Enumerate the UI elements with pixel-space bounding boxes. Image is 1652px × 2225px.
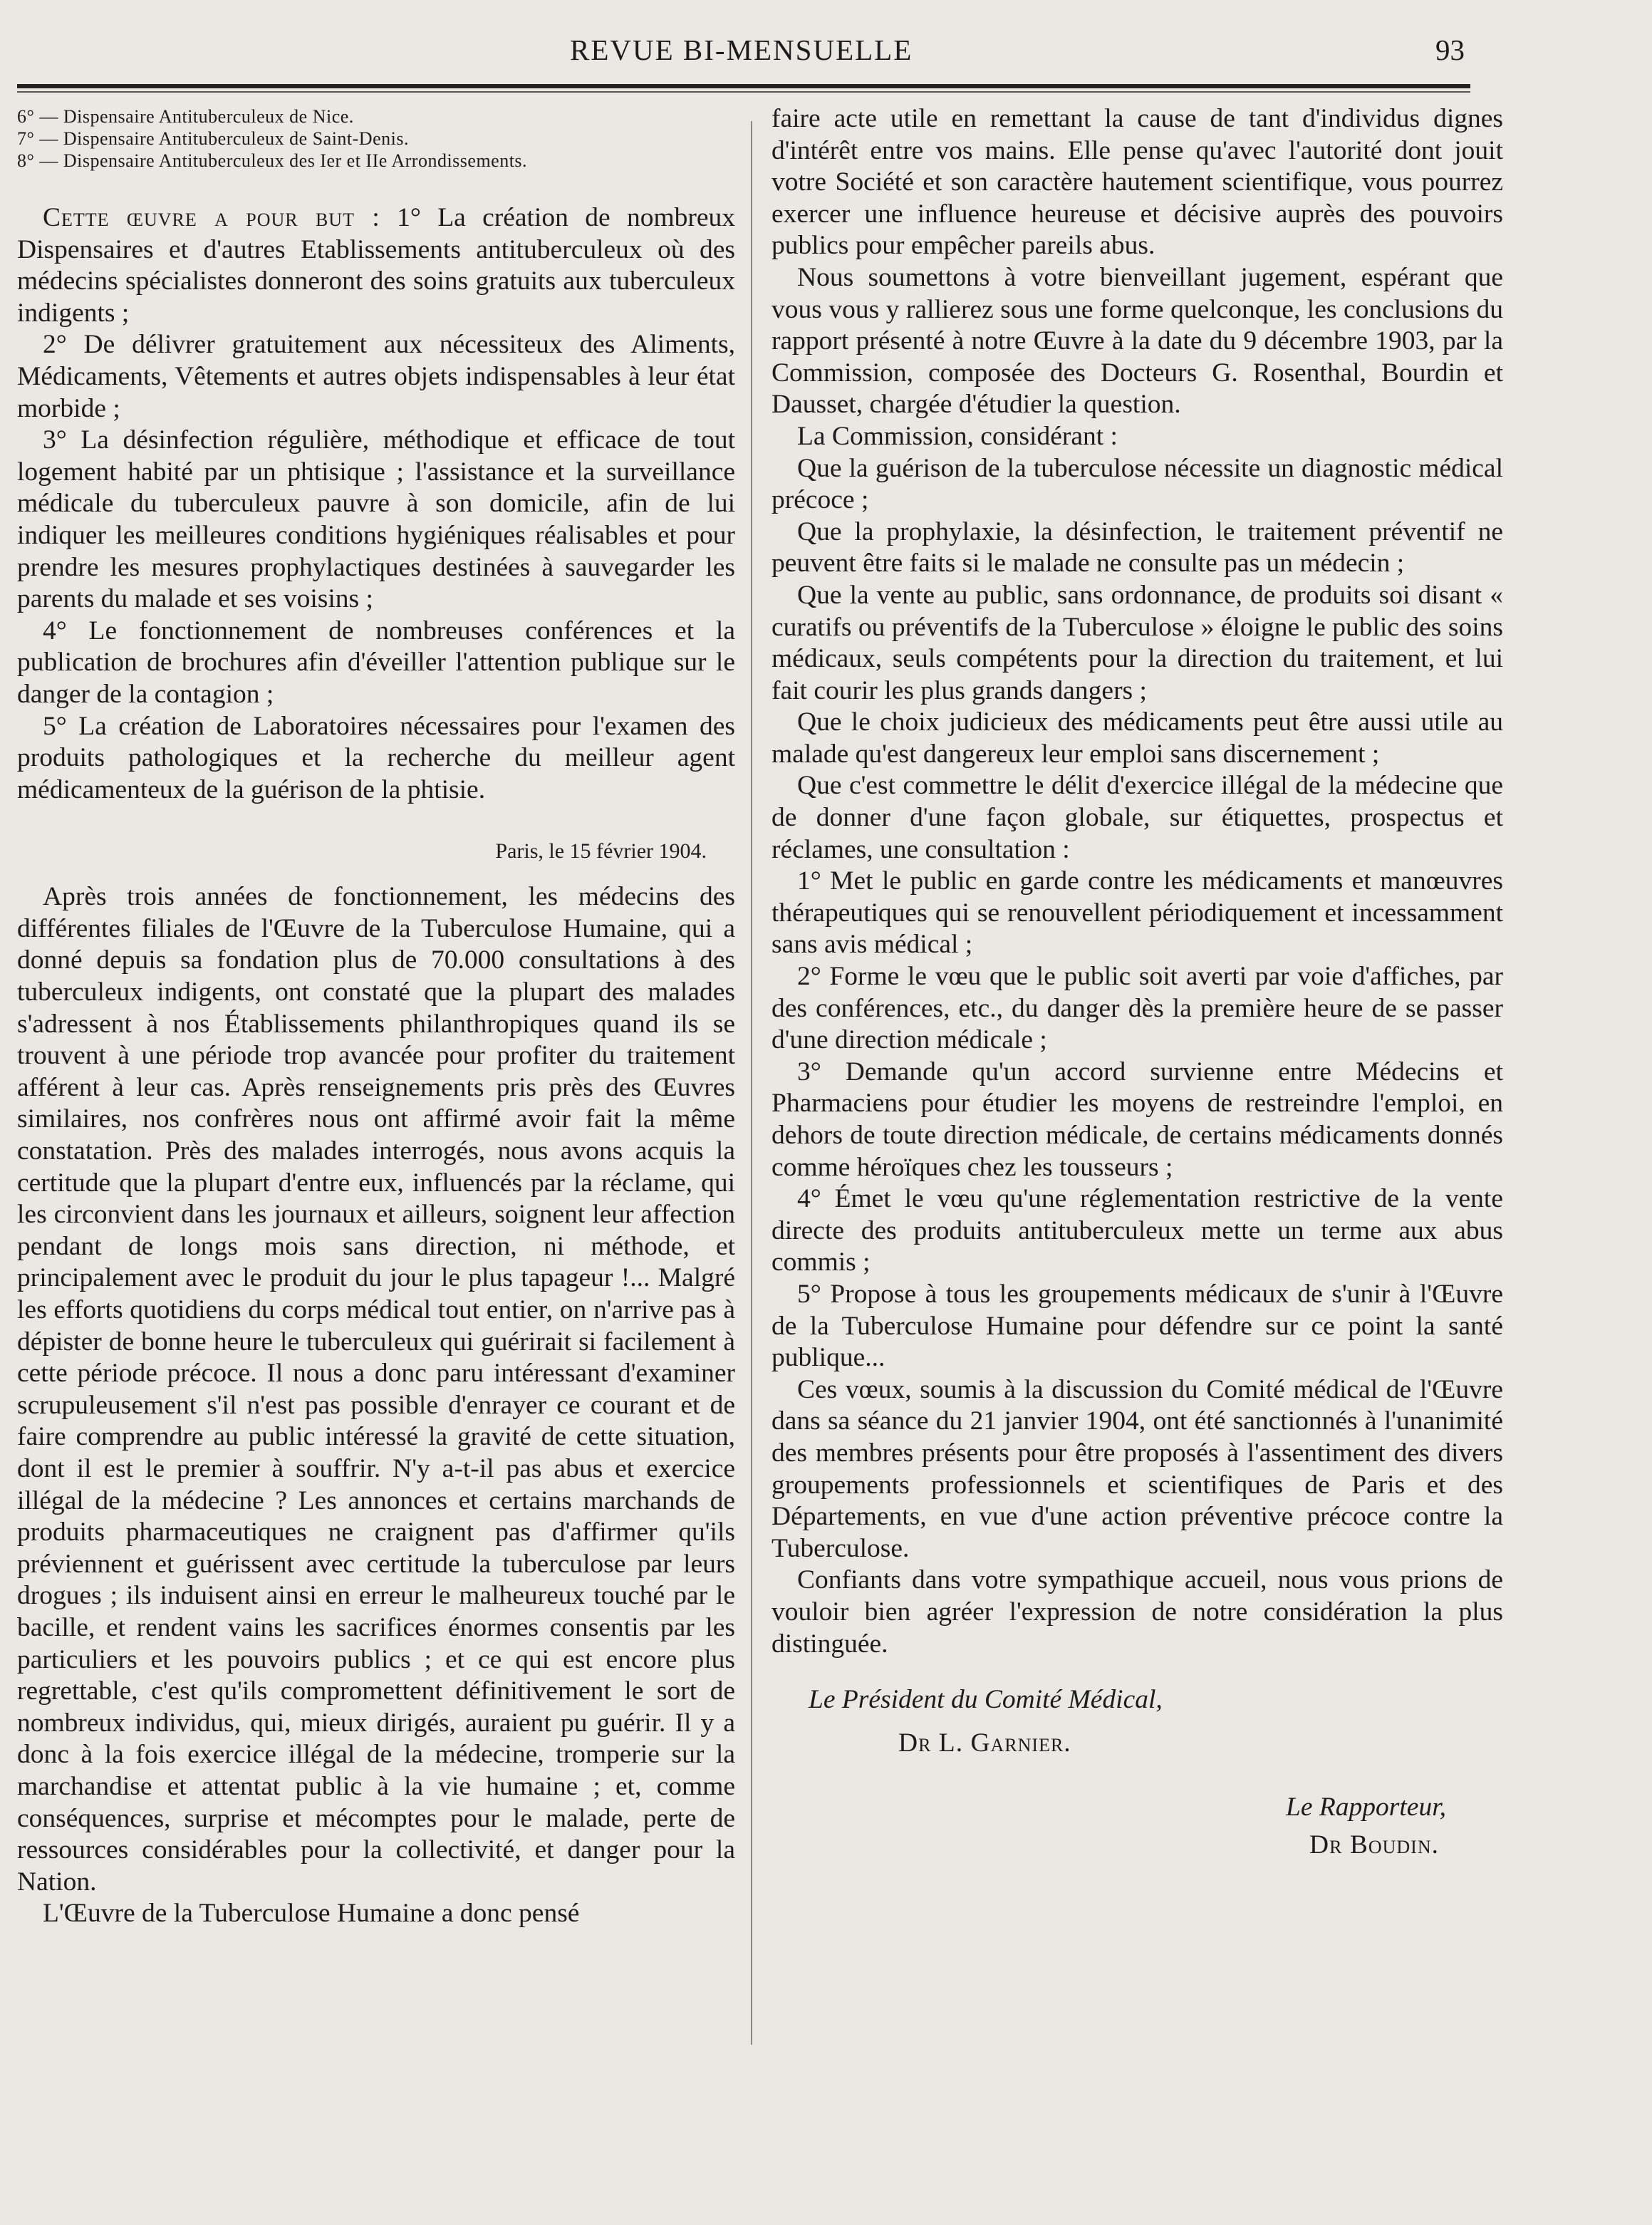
letter-paragraph: La Commission, considérant : [797, 421, 1118, 451]
resolution-item: 5° Propose à tous les groupements médicaux de s'unir à l'Œuvre de la Tuberculose Humaine pour défendre sur ce point la santé publique... [772, 1279, 1503, 1373]
signature-block [772, 1684, 1503, 1861]
running-title: REVUE BI-MENSUELLE [570, 33, 913, 66]
dispensary-list [17, 105, 735, 172]
goals-lead: Cette œuvre a pour but : [43, 203, 380, 232]
letter-paragraph: Après trois années de fonctionnement, les médecins des différentes filiales de l'Œuvre de la Tuberculose Humaine, qui a donné depuis sa fondation plus de 70.000 consultations à des tuberculeux indigents, ont constaté que la plupart des malades s'adressent à nos Établissements philanthropiques quand ils se trouvent à une période trop avancée pour profiter du traitement afférent à leur cas. Après renseignements pris près des Œuvres similaires, nos confrères nous ont affirmé avoir fait la même constatation. Près des malades interrogés, nous avons acquis la certitude que la plupart d'entre eux, influencés par la réclame, qui les circonvient dans les journaux et ailleurs, soignent leur affection pendant de longs mois sans direction, ni méthode, et principalement avec le produit du jour le plus tapageur !... Malgré les efforts quotidiens du corps médical tout entier, on n'arrive pas à dépister de bonne heure le tuberculeux qui guérirait si facilement à cette période précoce. Il nous a donc paru intéressant d'examiner scrupuleusement s'il n'est pas possible d'enrayer ce courant et de faire comprendre au public intéressé la gravité de cette situation, dont il est le premier à souffrir. N'y a-t-il pas abus et exercice illégal de la médecine ? Les annonces et certains marchands de produits pharmaceutiques ne craignent pas d'affirmer qu'ils préviennent et guérissent avec certitude la tuberculose par leurs drogues ; ils induisent ainsi en erreur le malheureux touché par le bacille, et rendent vains les sacrifices énormes consentis par les particuliers et les pouvoirs publics ; et ce qui est encore plus regrettable, c'est qu'ils compromettent définitivement le sort de nombreux individus, qui, mieux dirigés, auraient pu guérir. Il y a donc à la fois exercice illégal de la médecine, tromperie sur la marchandise et attentat public à la vie humaine ; et, comme conséquences, surprise et mécomptes pour le malade, perte de ressources considérables pour la collectivité, et danger pour la Nation. [17, 882, 735, 1897]
goal-item: 3° La désinfection régulière, méthodique et efficace de tout logement habité par un phtisique ; l'assistance et la surveillance médicale du tuberculeux pauvre à son domicile, afin de lui indiquer les meilleures conditions hygiéniques réalisables et pour prendre les mesures prophylactiques destinées à sauvegarder les parents du malade et ses voisins ; [17, 425, 735, 614]
goal-item: 2° De délivrer gratuitement aux nécessiteux des Aliments, Médicaments, Vêtements et autres objets indispensables à leur état morbide ; [17, 330, 735, 423]
right-column [772, 103, 1503, 1861]
resolution-item: 4° Émet le vœu qu'une réglementation restrictive de la vente directe des produits antituberculeux mette un terme aux abus commis ; [772, 1184, 1503, 1277]
considerant-item: Que c'est commettre le délit d'exercice illégal de la médecine que de donner d'une façon globale, sur étiquettes, prospectus et réclames, une consultation : [772, 771, 1503, 864]
letter-paragraph: faire acte utile en remettant la cause de tant d'individus dignes d'intérêt entre vos mains. Elle pense qu'avec l'autorité dont jouit votre Société et son caractère hautement scientifique, vous pourrez exercer une influence heureuse et décisive auprès des pouvoirs publics pour empêcher pareils abus. [772, 104, 1503, 261]
header-rule [17, 84, 1470, 88]
column-divider [751, 121, 752, 2045]
signature-title-president: Le Président du Comité Médical, [809, 1685, 1163, 1715]
goal-item: 4° Le fonctionnement de nombreuses conférences et la publication de brochures afin d'éveiller l'attention publique sur le danger de la contagion ; [17, 616, 735, 709]
letter-paragraph: Nous soumettons à votre bienveillant jugement, espérant que vous vous y rallierez sous une forme quelconque, les conclusions du rapport présenté à notre Œuvre à la date du 9 décembre 1903, par la Commission, composée des Docteurs G. Rosenthal, Bourdin et Dausset, chargée d'étudier la question. [772, 262, 1503, 420]
considerant-item: Que le choix judicieux des médicaments peut être aussi utile au malade qu'est dangereux leur emploi sans discernement ; [772, 707, 1503, 769]
resolution-item: 1° Met le public en garde contre les médicaments et manœuvres thérapeutiques qui se renouvellent périodiquement et incessamment sans avis médical ; [772, 866, 1503, 960]
letter-paragraph: Ces vœux, soumis à la discussion du Comité médical de l'Œuvre dans sa séance du 21 janvier 1904, ont été sanctionnés à l'unanimité des membres présents pour être proposés à l'assentiment des divers groupements professionnels et scientifiques de Paris et des Départements, en vue d'une action préventive précoce contre la Tuberculose. [772, 1374, 1503, 1563]
closing-paragraph: Confiants dans votre sympathique accueil, nous vous prions de vouloir bien agréer l'expression de notre considération la plus distinguée. [772, 1565, 1503, 1659]
header-rule-thin [17, 91, 1470, 93]
letter-paragraph: L'Œuvre de la Tuberculose Humaine a donc pensé [43, 1899, 580, 1929]
resolution-item: 2° Forme le vœu que le public soit averti par voie d'affiches, par des conférences, etc., du danger dès la première heure de se passer d'une direction médicale ; [772, 962, 1503, 1055]
goal-item: 5° La création de Laboratoires nécessaires pour l'examen des produits pathologiques et la recherche du meilleur agent médicamenteux de la guérison de la phtisie. [17, 711, 735, 804]
considerant-item: Que la prophylaxie, la désinfection, le traitement préventif ne peuvent être faits si le malade ne consulte pas un médecin ; [772, 517, 1503, 579]
resolution-item: 3° Demande qu'un accord survienne entre Médecins et Pharmaciens pour étudier les moyens de restreindre l'emploi, en dehors de toute direction médicale, de certains médicaments donnés comme héroïques chez les tousseurs ; [772, 1057, 1503, 1182]
dispensary-item: 7° — Dispensaire Antituberculeux de Saint-Denis. [17, 128, 409, 149]
page-number: 93 [1435, 33, 1465, 66]
dateline: Paris, le 15 février 1904. [495, 839, 707, 863]
goal-text: 1° La création de nombreux Dispensaires et d'autres Etablissements antituberculeux où des médecins spécialistes donneront des soins gratuits aux tuberculeux indigents ; [17, 203, 735, 328]
goal-item [17, 202, 735, 329]
signature-title-rapporteur: Le Rapporteur, [1286, 1793, 1446, 1822]
considerant-item: Que la guérison de la tuberculose nécessite un diagnostic médical précoce ; [772, 453, 1503, 515]
dispensary-item: 8° — Dispensaire Antituberculeux des Ier et IIe Arrondissements. [17, 150, 528, 171]
signature-name-rapporteur: Dr Boudin. [1309, 1830, 1439, 1860]
considerant-item: Que la vente au public, sans ordonnance, de produits soi disant « curatifs ou préventifs de la Tuberculose » éloigne le public des soins médicaux, seuls compétents pour la direction du traitement, et lui fait courir les plus grands dangers ; [772, 580, 1503, 705]
signature-name-president: Dr L. Garnier. [898, 1728, 1071, 1758]
page-header [0, 27, 1652, 70]
dispensary-item: 6° — Dispensaire Antituberculeux de Nice. [17, 106, 354, 127]
left-column [17, 105, 735, 1930]
